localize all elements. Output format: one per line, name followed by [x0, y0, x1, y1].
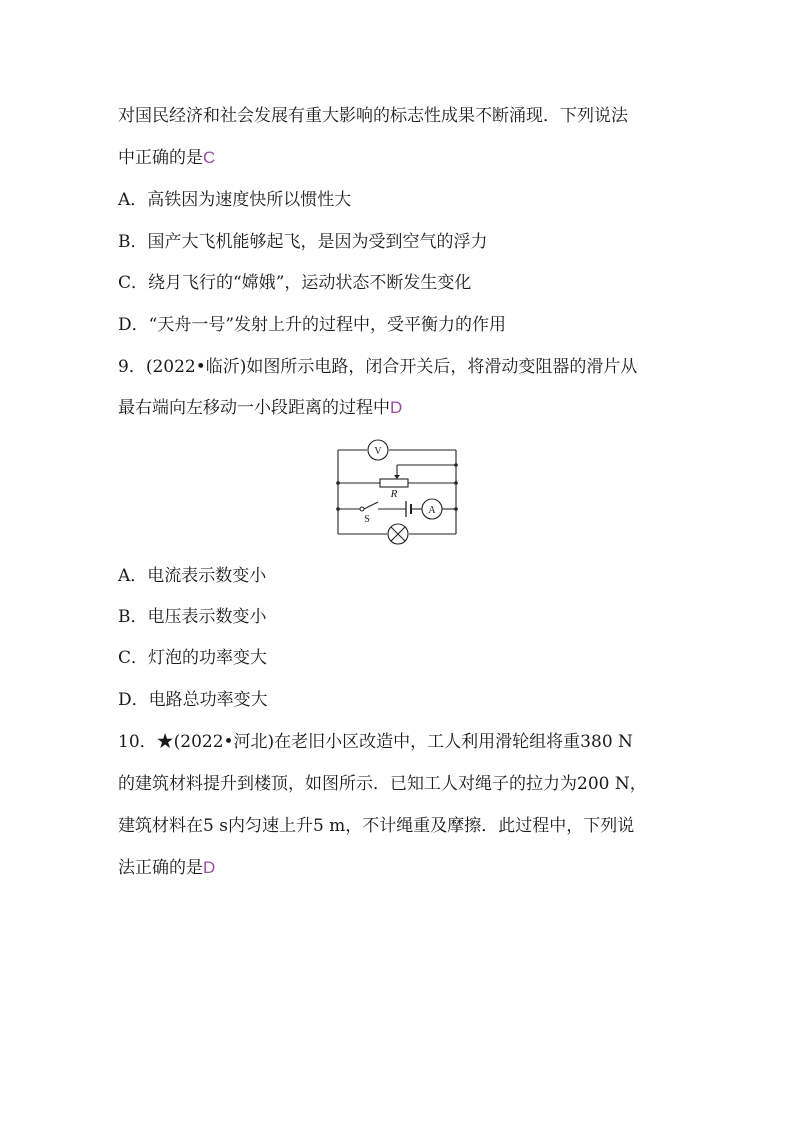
q9-option-b: B．电压表示数变小	[118, 607, 267, 627]
resistor-label: R	[390, 488, 398, 500]
q9-option-c: C．灯泡的功率变大	[118, 648, 268, 668]
q9-stem-line-1: 9．(2022•临沂)如图所示电路，闭合开关后，将滑动变阻器的滑片从	[118, 357, 638, 377]
voltmeter-label: V	[374, 446, 382, 457]
q10-stem-line-2: 的建筑材料提升到楼顶，如图所示．已知工人对绳子的拉力为200 N，	[118, 774, 647, 794]
q10-stem-line-1: 10．★(2022•河北)在老旧小区改造中，工人利用滑轮组将重380 N	[118, 732, 633, 752]
circuit-diagram	[334, 435, 464, 547]
q10-stem-line-3: 建筑材料在5 s内匀速上升5 m，不计绳重及摩擦．此过程中，下列说	[118, 816, 635, 836]
q9-stem-text: 最右端向左移动一小段距离的过程中	[118, 398, 390, 418]
q10-stem-line-4	[118, 856, 215, 880]
ammeter-label: A	[428, 505, 436, 516]
q8-answer: C	[203, 148, 216, 167]
q9-option-a: A．电流表示数变小	[118, 566, 267, 586]
q8-stem-line-2	[118, 146, 215, 170]
q9-answer: D	[390, 398, 403, 417]
q8-option-a: A．高铁因为速度快所以惯性大	[118, 190, 352, 210]
q8-stem-text: 中正确的是	[118, 148, 203, 168]
q8-option-c: C．绕月飞行的“嫦娥”，运动状态不断发生变化	[118, 273, 472, 293]
q9-stem-line-2	[118, 396, 402, 420]
q8-option-b: B．国产大飞机能够起飞，是因为受到空气的浮力	[118, 232, 488, 252]
q10-answer: D	[203, 858, 216, 877]
switch-label: S	[364, 514, 370, 525]
q8-option-d: D．“天舟一号”发射上升的过程中，受平衡力的作用	[118, 315, 507, 335]
q8-stem-line-1: 对国民经济和社会发展有重大影响的标志性成果不断涌现．下列说法	[118, 106, 628, 126]
q9-option-d: D．电路总功率变大	[118, 690, 268, 710]
q10-stem-text: 法正确的是	[118, 858, 203, 878]
